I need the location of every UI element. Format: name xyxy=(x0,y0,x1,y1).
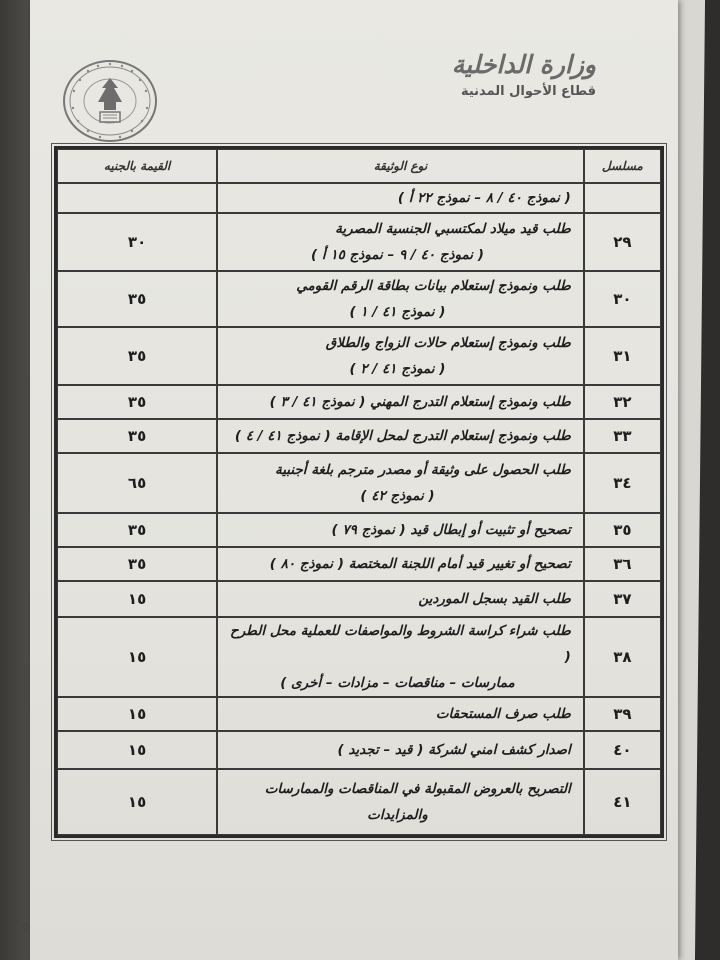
row-doc-type xyxy=(217,697,584,731)
row-price: ١٥ xyxy=(57,617,217,697)
table-row xyxy=(57,183,661,213)
row-price: ١٥ xyxy=(57,731,217,769)
doc-type-line: طلب ونموذج إستعلام التدرج المهني ( نموذج ٤١ / ٣ ) xyxy=(269,394,571,410)
row-price: ٣٠ xyxy=(57,213,217,271)
row-serial: ٤٠ xyxy=(584,731,661,769)
table-row xyxy=(57,697,661,731)
doc-type-line: والمزايدات xyxy=(367,807,428,823)
fees-table xyxy=(54,146,664,838)
row-serial: ٣٣ xyxy=(584,419,661,453)
row-serial: ٣٨ xyxy=(584,617,661,697)
doc-type-line: ( نموذج ٤٢ ) xyxy=(360,488,435,504)
row-serial: ٣١ xyxy=(584,327,661,385)
doc-type-line: ( نموذج ٤٠ / ٩ – نموذج ١٥ أ ) xyxy=(310,247,484,263)
table-row xyxy=(57,581,661,617)
doc-type-line: ممارسات – مناقصات – مزادات – أخرى ) xyxy=(280,675,515,691)
row-serial: ٤١ xyxy=(584,769,661,835)
row-serial: ٢٩ xyxy=(584,213,661,271)
row-price: ١٥ xyxy=(57,697,217,731)
doc-type-line: اصدار كشف امني لشركة ( قيد – تجديد ) xyxy=(337,742,571,758)
ministry-name: وزارة الداخلية xyxy=(451,50,596,79)
row-doc-type xyxy=(217,327,584,385)
doc-type-line: طلب قيد ميلاد لمكتسبي الجنسية المصرية xyxy=(335,221,571,237)
table-row xyxy=(57,271,661,327)
row-price xyxy=(57,183,217,213)
row-price: ٣٥ xyxy=(57,271,217,327)
table-row xyxy=(57,769,661,835)
row-serial: ٣٦ xyxy=(584,547,661,581)
ministry-header xyxy=(426,50,596,99)
table-row xyxy=(57,513,661,547)
doc-type-line: ( نموذج ٤١ / ٢ ) xyxy=(349,361,446,377)
doc-type-line: التصريح بالعروض المقبولة في المناقصات والممارسات xyxy=(264,781,571,797)
doc-type-line: طلب ونموذج إستعلام التدرج لمحل الإقامة ( نموذج ٤١ / ٤ ) xyxy=(234,428,571,444)
doc-type-line: طلب صرف المستحقات xyxy=(435,706,571,722)
doc-type-line: ( نموذج ٤١ / ١ ) xyxy=(349,304,446,320)
doc-type-line: تصحيح أو تغيير قيد أمام اللجنة المختصة ( نموذج ٨٠ ) xyxy=(269,556,571,572)
row-serial: ٣٤ xyxy=(584,453,661,513)
header-doc-type: نوع الوثيقة xyxy=(217,149,584,183)
sector-name: قطاع الأحوال المدنية xyxy=(460,84,596,99)
doc-type-line: طلب شراء كراسة الشروط والمواصفات للعملية محل الطرح ( xyxy=(230,623,571,665)
row-doc-type xyxy=(217,547,584,581)
doc-type-line: طلب الحصول على وثيقة أو مصدر مترجم بلغة أجنبية xyxy=(275,462,571,478)
doc-type-line: تصحيح أو تثبيت أو إبطال قيد ( نموذج ٧٩ ) xyxy=(331,522,571,538)
row-doc-type xyxy=(217,617,584,697)
row-doc-type xyxy=(217,581,584,617)
row-price: ٣٥ xyxy=(57,385,217,419)
table-row xyxy=(57,547,661,581)
table-row xyxy=(57,213,661,271)
table-row xyxy=(57,453,661,513)
row-serial: ٣٢ xyxy=(584,385,661,419)
row-doc-type xyxy=(217,213,584,271)
ministry-seal-icon xyxy=(62,58,158,144)
row-doc-type xyxy=(217,419,584,453)
doc-type-line: طلب ونموذج إستعلام حالات الزواج والطلاق xyxy=(325,335,571,351)
table-row xyxy=(57,419,661,453)
row-doc-type xyxy=(217,453,584,513)
row-doc-type xyxy=(217,183,584,213)
doc-type-line: طلب القيد بسجل الموردين xyxy=(418,591,571,607)
row-doc-type xyxy=(217,271,584,327)
row-price: ٦٥ xyxy=(57,453,217,513)
row-doc-type xyxy=(217,513,584,547)
page-number: ٥ xyxy=(22,920,29,935)
row-serial xyxy=(584,183,661,213)
table-row xyxy=(57,617,661,697)
row-serial: ٣٠ xyxy=(584,271,661,327)
doc-type-line: طلب ونموذج إستعلام بيانات بطاقة الرقم القومي xyxy=(296,278,571,294)
table-header-row xyxy=(57,149,661,183)
row-price: ٣٥ xyxy=(57,513,217,547)
row-doc-type xyxy=(217,385,584,419)
doc-type-line: ( نموذج ٤٠ / ٨ – نموذج ٢٢ أ ) xyxy=(397,190,571,206)
table-row xyxy=(57,731,661,769)
row-price: ٣٥ xyxy=(57,419,217,453)
header-serial: مسلسل xyxy=(584,149,661,183)
row-doc-type xyxy=(217,769,584,835)
header-price: القيمة بالجنيه xyxy=(57,149,217,183)
row-serial: ٣٩ xyxy=(584,697,661,731)
row-price: ١٥ xyxy=(57,581,217,617)
row-serial: ٣٥ xyxy=(584,513,661,547)
row-price: ٣٥ xyxy=(57,547,217,581)
row-serial: ٣٧ xyxy=(584,581,661,617)
row-price: ٣٥ xyxy=(57,327,217,385)
table-row xyxy=(57,385,661,419)
row-doc-type xyxy=(217,731,584,769)
row-price: ١٥ xyxy=(57,769,217,835)
table-row xyxy=(57,327,661,385)
